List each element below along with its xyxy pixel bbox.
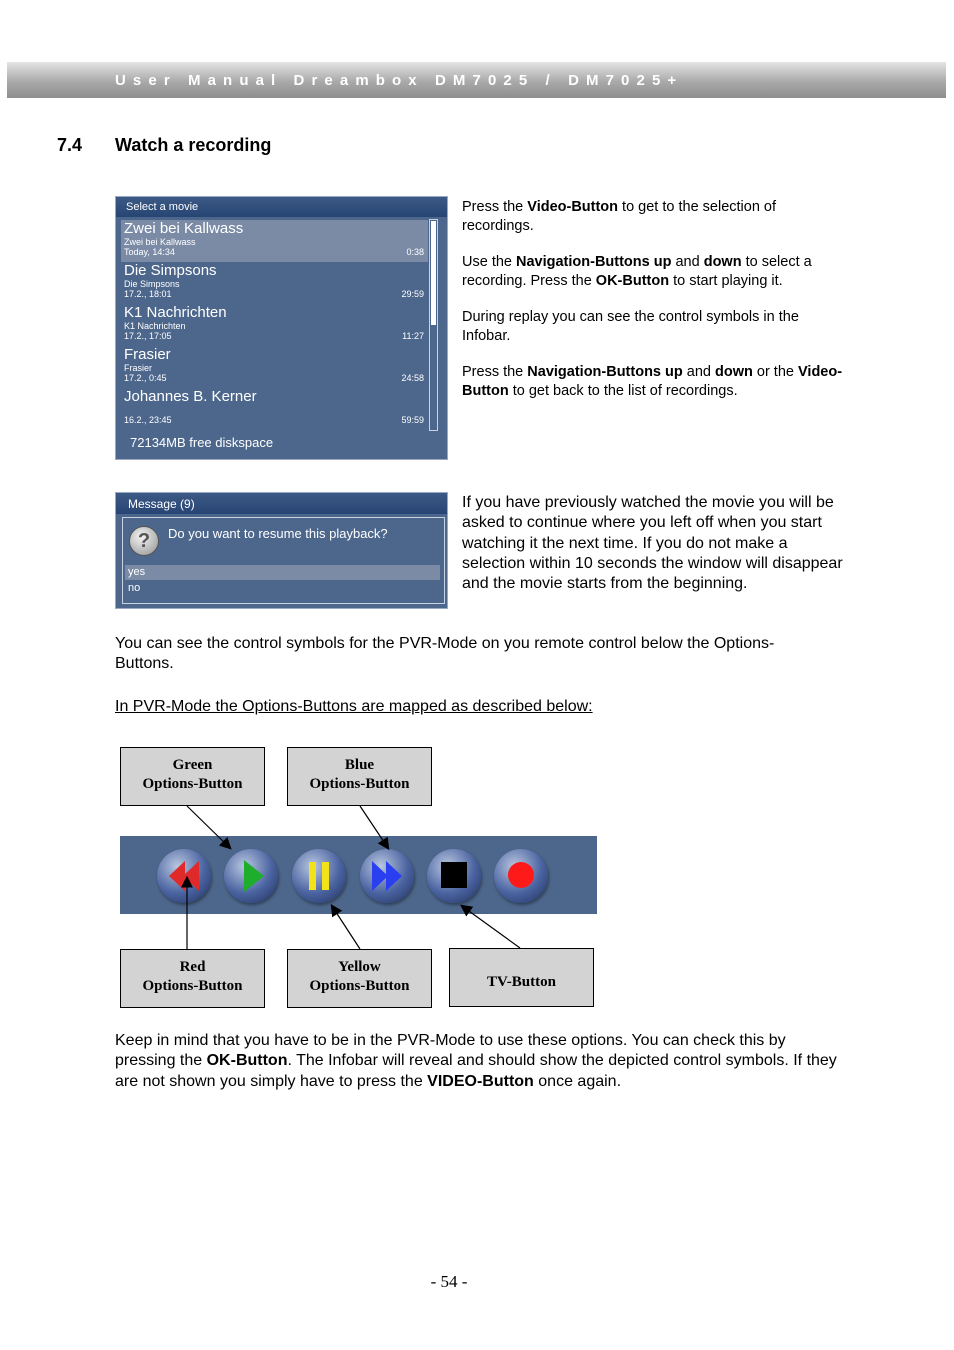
- movie-duration: 29:59: [401, 289, 424, 299]
- section-number: 7.4: [57, 135, 83, 155]
- movie-duration: 11:27: [402, 331, 424, 341]
- blue-options-label: Blue Options-Button: [287, 747, 432, 806]
- movie-subtitle: K1 Nachrichten: [124, 321, 186, 331]
- option-yes[interactable]: yes: [125, 565, 440, 580]
- movie-duration: 0:38: [406, 247, 424, 257]
- movie-title: Frasier: [124, 346, 171, 363]
- resume-text: If you have previously watched the movie you will be asked to continue where you left off when you start watching it the next time. If you do not make a selection within 10 seconds the window will disappear and the movie starts from the beginning.: [462, 494, 843, 593]
- movie-title: Die Simpsons: [124, 262, 217, 279]
- movie-subtitle: Zwei bei Kallwass: [124, 237, 196, 247]
- paragraph: Use the Navigation-Buttons up and down to select a recording. Press the OK-Button to start playing it.: [462, 254, 812, 289]
- header-title: User Manual Dreambox DM7025 / DM7025+: [115, 72, 684, 89]
- movie-date: 17.2., 18:01: [124, 289, 172, 299]
- pvr-mode-note: Keep in mind that you have to be in the PVR-Mode to use these options. You can check this by pressing the OK-Button. The Infobar will reveal and should show the depicted control symbols. If they are not shown you simply have to press the VIDEO-Button once again.: [115, 1032, 837, 1090]
- free-diskspace: 72134MB free diskspace: [130, 435, 274, 450]
- movie-subtitle: Die Simpsons: [124, 279, 180, 289]
- movie-date: 16.2., 23:45: [124, 415, 172, 425]
- green-options-label: Green Options-Button: [120, 747, 265, 806]
- movie-duration: 59:59: [401, 415, 424, 425]
- message-question: Do you want to resume this playback?: [168, 526, 388, 541]
- movie-duration: 24:58: [401, 373, 424, 383]
- movie-list-title: Select a movie: [116, 197, 447, 217]
- control-symbols-text: You can see the control symbols for the PVR-Mode on you remote control below the Options-Buttons.: [115, 635, 775, 673]
- page-number: - 54 -: [430, 1272, 468, 1291]
- movie-subtitle: Frasier: [124, 363, 153, 373]
- movie-date: Today, 14:34: [124, 247, 175, 257]
- movie-date: 17.2., 0:45: [124, 373, 167, 383]
- paragraph: Press the Video-Button to get to the selection of recordings.: [462, 199, 777, 234]
- tv-button-label: TV-Button: [449, 948, 594, 1007]
- section-title: Watch a recording: [115, 135, 272, 155]
- movie-date: 17.2., 17:05: [124, 331, 172, 341]
- movie-title: Zwei bei Kallwass: [124, 220, 244, 237]
- message-title: Message (9): [116, 493, 447, 514]
- paragraph: During replay you can see the control symbols in the Infobar.: [462, 309, 799, 344]
- red-options-label: Red Options-Button: [120, 949, 265, 1008]
- question-icon: ?: [129, 526, 159, 556]
- option-no[interactable]: no: [128, 582, 141, 594]
- paragraph: Press the Navigation-Buttons up and down or the Video-Button to get back to the list of recordings.: [462, 364, 843, 399]
- movie-title: Johannes B. Kerner: [124, 388, 257, 405]
- movie-title: K1 Nachrichten: [124, 304, 227, 321]
- yellow-options-label: Yellow Options-Button: [287, 949, 432, 1008]
- mapping-heading: In PVR-Mode the Options-Buttons are mapped as described below:: [115, 698, 593, 715]
